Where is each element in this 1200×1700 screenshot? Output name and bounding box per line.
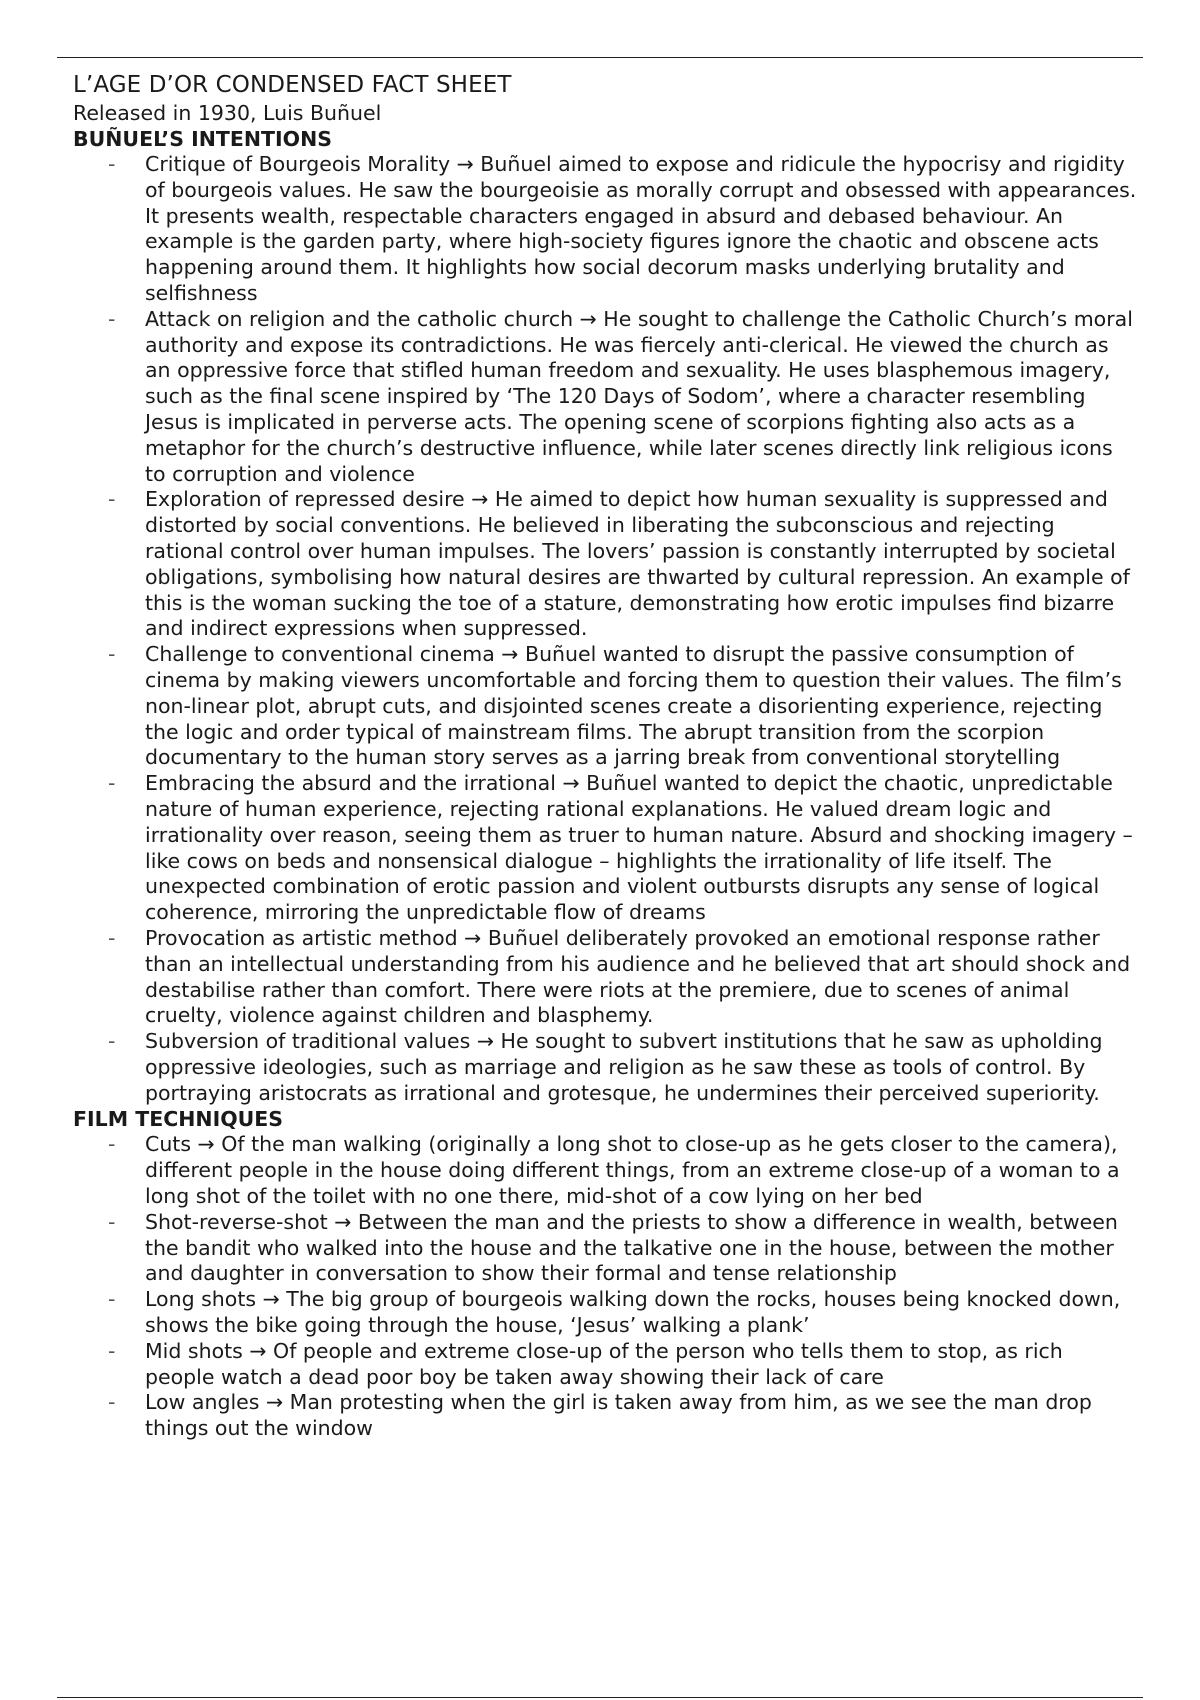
list-item xyxy=(73,152,1138,307)
bullet-dash: - xyxy=(108,1029,116,1054)
list-item xyxy=(73,1390,1138,1442)
list-item xyxy=(73,771,1138,926)
bottom-rule xyxy=(57,1697,1143,1698)
list-item xyxy=(73,487,1138,642)
list-item-text: Long shots → The big group of bourgeois walking down the rocks, houses being knocked down, shows the bike going through the house, ‘Jesus’ walking a plank’ xyxy=(145,1287,1121,1338)
document-subtitle: Released in 1930, Luis Buñuel xyxy=(73,101,382,125)
list-item-text: Shot-reverse-shot → Between the man and the priests to show a difference in wealth, between the bandit who walked into the house and the talkative one in the house, between the mother and daughter in conversation to show their formal and tense relationship xyxy=(145,1209,1118,1286)
techniques-list xyxy=(73,1132,1138,1442)
document-title: L’AGE D’OR CONDENSED FACT SHEET xyxy=(73,72,512,98)
section-heading: BUÑUEL’S INTENTIONS xyxy=(73,127,333,151)
bullet-dash: - xyxy=(108,1338,116,1363)
list-item xyxy=(73,1210,1138,1287)
list-item-text: Critique of Bourgeois Morality → Buñuel aimed to expose and ridicule the hypocrisy and rigidity of bourgeois values. He saw the bourgeoisie as morally corrupt and obsessed with appearances. It presents wealth, respectable characters engaged in absurd and debased behaviour. An example is the garden party, where high-society figures ignore the chaotic and obscene acts happening around them. It highlights how social decorum masks underlying brutality and selfishness xyxy=(145,152,1137,305)
list-item-text: Mid shots → Of people and extreme close-up of the person who tells them to stop, as rich people watch a dead poor boy be taken away showing their lack of care xyxy=(145,1338,1063,1389)
list-item xyxy=(73,642,1138,771)
list-item-text: Exploration of repressed desire → He aimed to depict how human sexuality is suppressed and distorted by social conventions. He believed in liberating the subconscious and rejecting rational control over human impulses. The lovers’ passion is constantly interrupted by societal obligations, symbolising how natural desires are thwarted by cultural repression. An example of this is the woman sucking the toe of a stature, demonstrating how erotic impulses find bizarre and indirect expressions when suppressed. xyxy=(145,487,1130,641)
list-item xyxy=(73,926,1138,1029)
intentions-list xyxy=(73,152,1138,1106)
bullet-dash: - xyxy=(108,1132,116,1157)
bullet-dash: - xyxy=(108,487,116,512)
list-item xyxy=(73,307,1138,488)
bullet-dash: - xyxy=(108,925,116,950)
bullet-dash: - xyxy=(108,642,116,667)
list-item xyxy=(73,1287,1138,1339)
bullet-dash: - xyxy=(108,1209,116,1234)
list-item xyxy=(73,1132,1138,1209)
list-item-text: Subversion of traditional values → He sought to subvert institutions that he saw as upholding oppressive ideologies, such as marriage and religion as he saw these as tools of control. By portraying aristocrats as irrational and grotesque, he undermines their perceived superiority. xyxy=(145,1029,1103,1105)
list-item xyxy=(73,1339,1138,1391)
bullet-dash: - xyxy=(108,1390,116,1415)
bullet-dash: - xyxy=(108,306,116,331)
list-item-text: Embracing the absurd and the irrational → Buñuel wanted to depict the chaotic, unpredictable nature of human experience, rejecting rational explanations. He valued dream logic and irrationality over reason, seeing them as truer to human nature. Absurd and shocking imagery – like cows on beds and nonsensical dialogue – highlights the irrationality of life itself. The unexpected combination of erotic passion and violent outbursts disrupts any sense of logical coherence, mirroring the unpredictable flow of dreams xyxy=(145,771,1133,925)
bullet-dash: - xyxy=(108,152,116,176)
list-item-text: Attack on religion and the catholic church → He sought to challenge the Catholic Church’s moral authority and expose its contradictions. He was fiercely anti-clerical. He viewed the church as an oppressive force that stifled human freedom and sexuality. He uses blasphemous imagery, such as the final scene inspired by ‘The 120 Days of Sodom’, where a character resembling Jesus is implicated in perverse acts. The opening scene of scorpions fighting also acts as a metaphor for the church’s destructive influence, while later scenes directly link religious icons to corruption and violence xyxy=(145,306,1133,486)
list-item-text: Challenge to conventional cinema → Buñuel wanted to disrupt the passive consumption of cinema by making viewers uncomfortable and forcing them to question their values. The film’s non-linear plot, abrupt cuts, and disjointed scenes create a disorienting experience, rejecting the logic and order typical of mainstream films. The abrupt transition from the scorpion documentary to the human story serves as a jarring break from conventional storytelling xyxy=(145,642,1122,770)
section-heading: FILM TECHNIQUES xyxy=(73,1107,284,1132)
bullet-dash: - xyxy=(108,771,116,796)
list-item-text: Cuts → Of the man walking (originally a long shot to close-up as he gets closer to the camera), different people in the house doing different things, from an extreme close-up of a woman to a long shot of the toilet with no one there, mid-shot of a cow lying on her bed xyxy=(145,1132,1120,1209)
section-film-techniques xyxy=(73,1106,1138,1442)
bullet-dash: - xyxy=(108,1287,116,1312)
list-item xyxy=(73,1029,1138,1106)
fact-sheet xyxy=(73,71,1138,1442)
list-item-text: Provocation as artistic method → Buñuel deliberately provoked an emotional response rather than an intellectual understanding from his audience and he believed that art should shock and destabilise rather than comfort. There were riots at the premiere, due to scenes of animal cruelty, violence against children and blasphemy. xyxy=(145,925,1131,1028)
top-rule xyxy=(57,57,1143,58)
section-intentions xyxy=(73,126,1138,1106)
list-item-text: Low angles → Man protesting when the girl is taken away from him, as we see the man drop things out the window xyxy=(145,1390,1092,1441)
